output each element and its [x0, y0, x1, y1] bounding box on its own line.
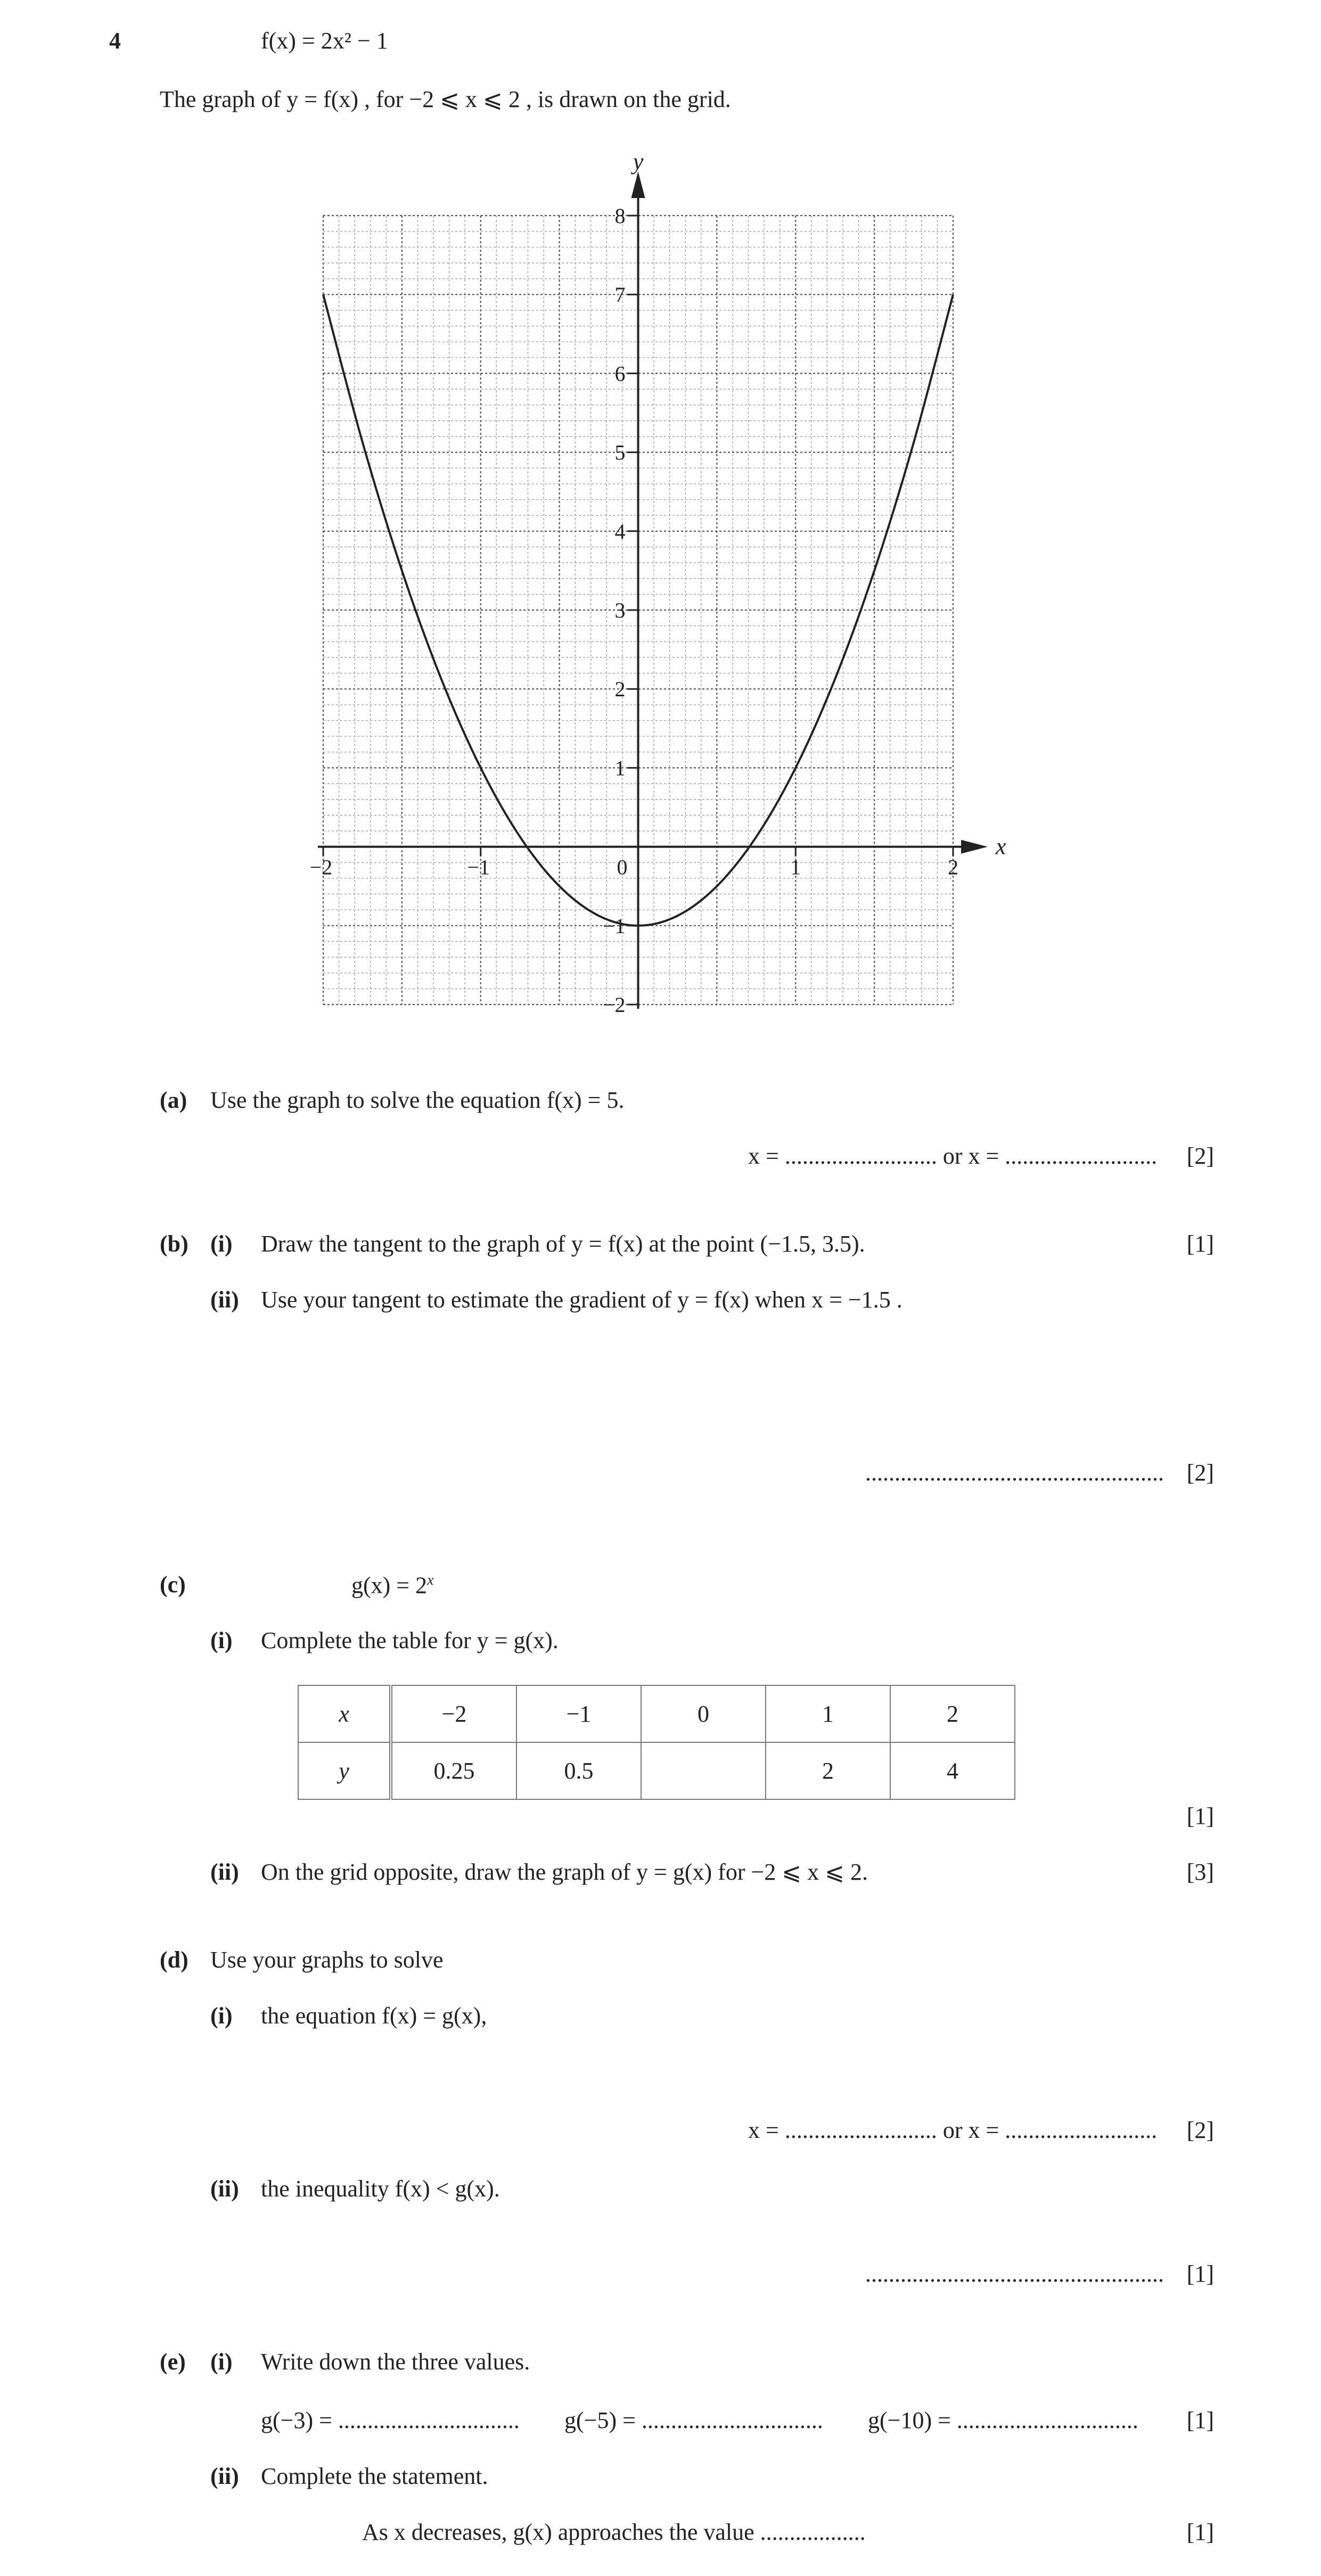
table-cell-y-blank[interactable]: [641, 1742, 766, 1799]
part-d-ii-marks: [1]: [1186, 2261, 1214, 2287]
part-e-ii-label: (ii): [210, 2463, 239, 2489]
y-tick-label: 5: [614, 440, 626, 465]
part-d-label: (d): [160, 1947, 188, 1973]
part-d-ii-text: the inequality f(x) < g(x).: [261, 2176, 500, 2202]
part-b-i-marks: [1]: [1186, 1231, 1214, 1257]
part-c-ii-label: (ii): [210, 1859, 239, 1885]
g-values-table: [298, 1685, 1015, 1800]
part-d-ii-label: (ii): [210, 2176, 239, 2202]
y-tick-label: 3: [614, 598, 626, 622]
x-tick-label: −2: [309, 855, 333, 879]
table-header-y: y: [298, 1742, 391, 1799]
y-tick-label: 7: [614, 283, 626, 307]
table-cell-y: 0.5: [516, 1742, 641, 1799]
y-tick-label: −1: [602, 913, 626, 938]
x-axis-arrow: [961, 840, 988, 854]
table-cell-x: −1: [516, 1685, 641, 1742]
part-d-ii-answer-line[interactable]: ...................................................: [865, 2261, 1164, 2287]
table-cell-x: 0: [641, 1685, 766, 1742]
part-c-ii-text: On the grid opposite, draw the graph of y = g(x) for −2 ⩽ x ⩽ 2.: [261, 1859, 868, 1885]
part-c-i-label: (i): [210, 1627, 233, 1653]
part-a-label: (a): [160, 1087, 187, 1113]
part-e-g-minus-10[interactable]: g(−10) = ...............................: [868, 2407, 1138, 2433]
part-b-ii-text: Use your tangent to estimate the gradient of y = f(x) when x = −1.5 .: [261, 1287, 902, 1313]
x-tick-label: 2: [948, 855, 958, 879]
x-axis-label: x: [996, 833, 1006, 860]
table-cell-x: 1: [766, 1685, 890, 1742]
part-b-ii-answer-line[interactable]: ...................................................: [865, 1460, 1164, 1486]
y-tick-label: −2: [602, 993, 626, 1017]
part-d-i-label: (i): [210, 2003, 233, 2029]
part-e-label: (e): [160, 2349, 186, 2375]
part-e-i-text: Write down the three values.: [261, 2349, 530, 2375]
y-tick-label: 1: [614, 756, 626, 780]
part-b-label: (b): [160, 1231, 188, 1257]
question-intro: The graph of y = f(x) , for −2 ⩽ x ⩽ 2 , is drawn on the grid.: [160, 86, 731, 112]
part-c-label: (c): [160, 1571, 186, 1598]
part-b-i-text: Draw the tangent to the graph of y = f(x) at the point (−1.5, 3.5).: [261, 1231, 865, 1257]
part-d-i-text: the equation f(x) = g(x),: [261, 2003, 487, 2029]
part-e-g-minus-5[interactable]: g(−5) = ...............................: [564, 2407, 823, 2433]
table-row-x: [298, 1685, 1015, 1742]
table-header-x: x: [298, 1685, 391, 1742]
part-a-answer-line[interactable]: x = .......................... or x = ..........................: [748, 1143, 1158, 1169]
y-tick-label: 8: [614, 204, 626, 228]
x-tick-label: 0: [617, 855, 628, 879]
part-e-g-minus-3[interactable]: g(−3) = ...............................: [261, 2407, 520, 2433]
table-cell-y: 2: [766, 1742, 890, 1799]
question-number: 4: [109, 28, 121, 54]
function-graph: [0, 0, 1321, 1043]
part-e-statement[interactable]: As x decreases, g(x) approaches the value ..................: [362, 2519, 866, 2545]
table-cell-x: 2: [890, 1685, 1015, 1742]
function-definition: f(x) = 2x² − 1: [261, 28, 388, 54]
part-b-ii-marks: [2]: [1186, 1460, 1214, 1486]
part-b-ii-label: (ii): [210, 1287, 239, 1313]
part-e-i-label: (i): [210, 2349, 233, 2375]
table-cell-x: −2: [391, 1685, 516, 1742]
y-tick-label: 4: [614, 519, 626, 544]
y-tick-label: 6: [614, 361, 626, 386]
graph-axes: [318, 171, 988, 1009]
x-tick-label: −1: [467, 855, 490, 879]
part-a-text: Use the graph to solve the equation f(x) = 5.: [210, 1087, 625, 1113]
part-d-text: Use your graphs to solve: [210, 1947, 444, 1973]
part-c-i-text: Complete the table for y = g(x).: [261, 1627, 559, 1653]
part-b-i-label: (i): [210, 1231, 233, 1257]
part-c-ii-marks: [3]: [1186, 1859, 1214, 1885]
part-c-function-definition: $g(x) = 2^x$: [351, 1572, 434, 1599]
y-tick-label: 2: [614, 677, 626, 702]
y-axis-label: y: [633, 149, 644, 175]
part-e-ii-marks: [1]: [1186, 2519, 1214, 2545]
table-row-y: [298, 1742, 1015, 1799]
x-tick-label: 1: [790, 855, 801, 879]
table-cell-y: 0.25: [391, 1742, 516, 1799]
table-cell-y: 4: [890, 1742, 1015, 1799]
part-c-i-marks: [1]: [1186, 1803, 1214, 1829]
part-e-ii-text: Complete the statement.: [261, 2463, 488, 2489]
part-e-i-marks: [1]: [1186, 2407, 1214, 2433]
part-a-marks: [2]: [1186, 1143, 1214, 1169]
part-d-i-answer-line[interactable]: x = .......................... or x = ..........................: [748, 2117, 1158, 2143]
y-axis-arrow: [631, 171, 645, 198]
part-d-i-marks: [2]: [1186, 2117, 1214, 2143]
